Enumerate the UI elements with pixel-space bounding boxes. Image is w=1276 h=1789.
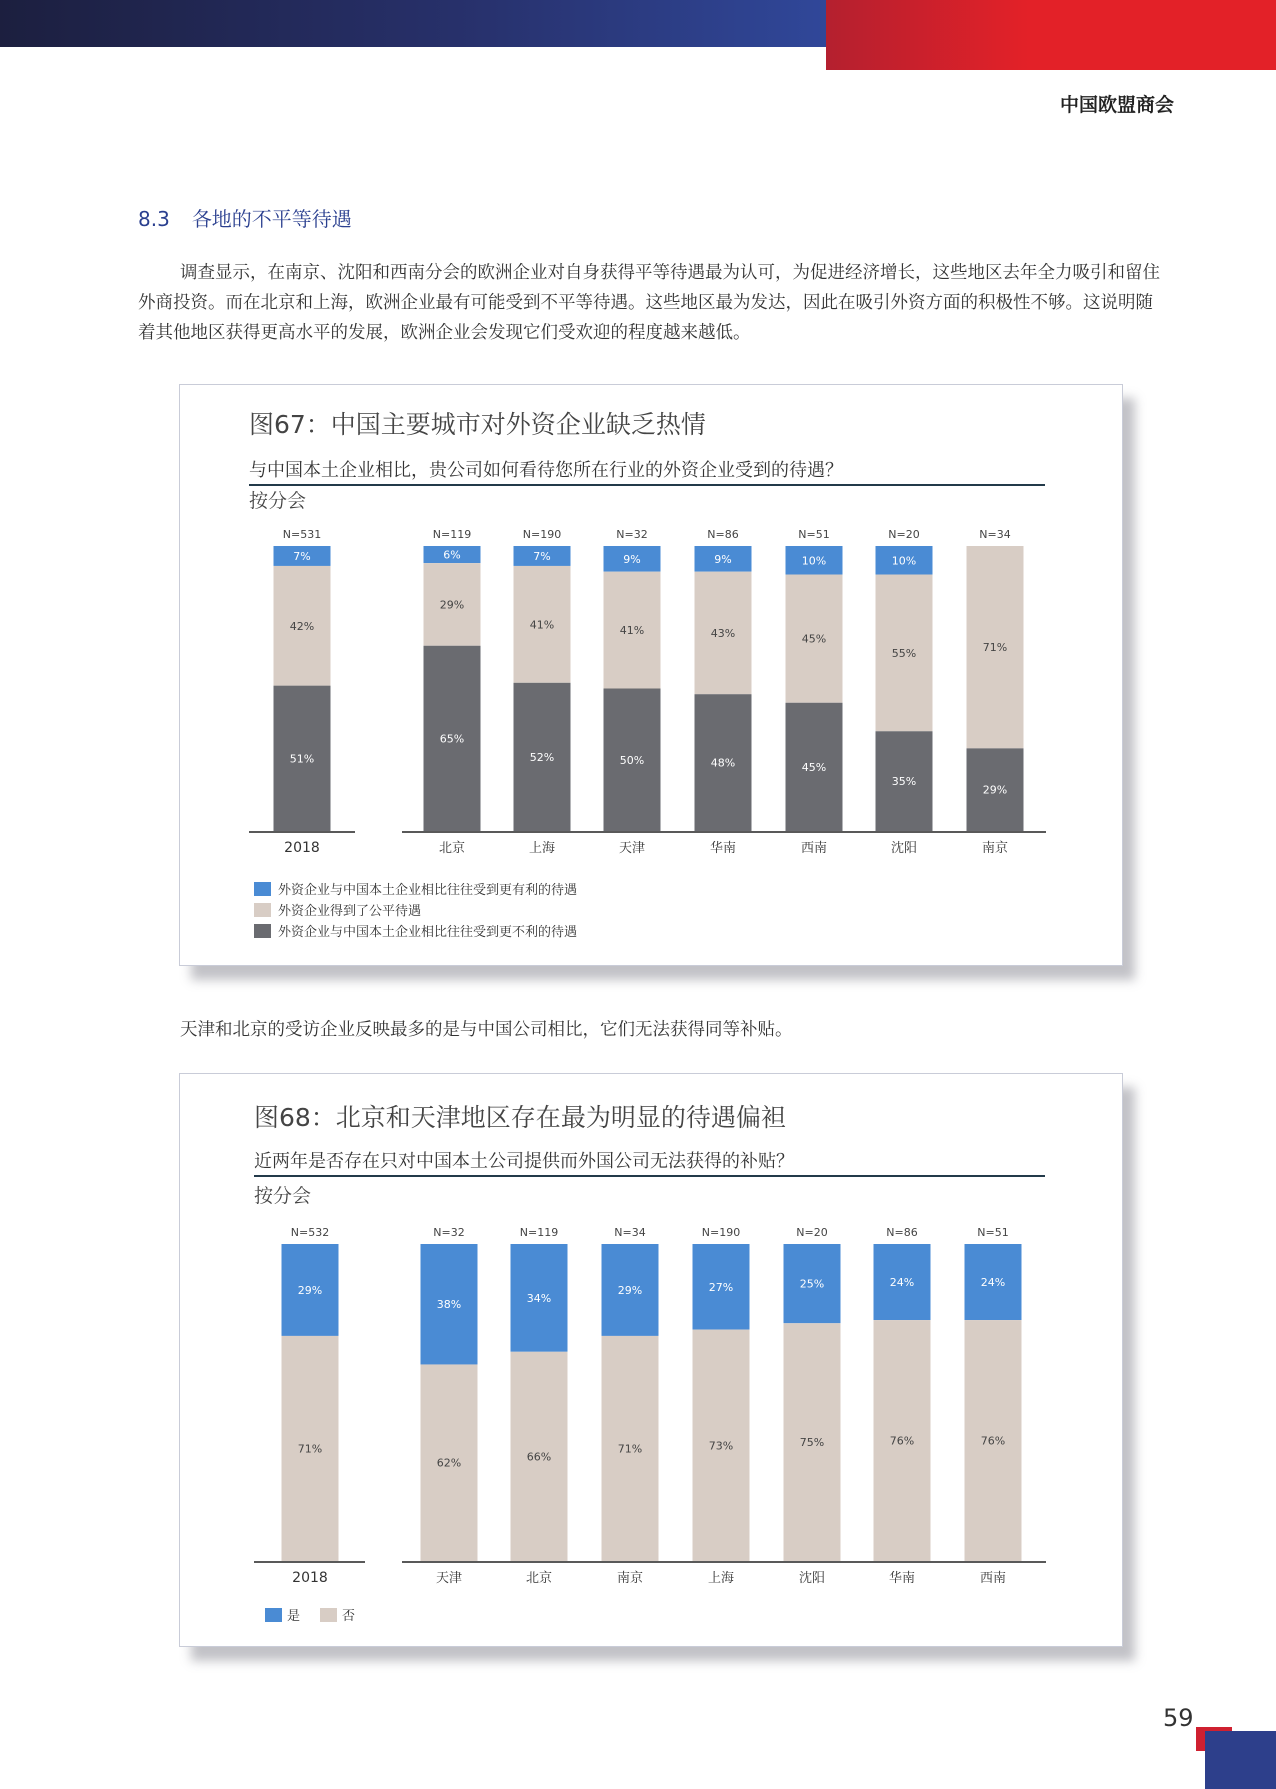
tick-label: 上海 [528, 841, 556, 856]
n-label: N=86 [886, 1226, 918, 1239]
legend-swatch [254, 882, 271, 896]
tick-label: 2018 [292, 1570, 328, 1586]
data-label: 38% [436, 1298, 462, 1312]
data-label: 45% [801, 632, 827, 646]
data-label: 29% [617, 1283, 643, 1297]
n-label: N=32 [616, 528, 648, 541]
tick-label: 上海 [707, 1571, 735, 1586]
data-label: 9% [623, 552, 641, 566]
figure-68-title: 图68：北京和天津地区存在最为明显的待遇偏袒 [254, 1103, 786, 1132]
n-label: N=532 [290, 1226, 330, 1239]
data-label: 73% [708, 1439, 734, 1453]
figure-67-chart [180, 385, 1122, 965]
tick-label: 天津 [435, 1571, 463, 1586]
legend-label: 外资企业得到了公平待遇 [278, 904, 422, 919]
data-label: 34% [526, 1291, 552, 1305]
data-label: 7% [533, 549, 551, 563]
legend-swatch [254, 903, 271, 917]
data-label: 45% [801, 760, 827, 774]
data-label: 48% [710, 756, 736, 770]
tick-label: 北京 [525, 1571, 553, 1586]
footer-accent-navy [1205, 1731, 1276, 1789]
legend-item [254, 900, 421, 919]
tick-label: 西南 [800, 841, 828, 856]
data-label: 65% [439, 732, 465, 746]
data-label: 41% [529, 618, 555, 632]
data-label: 9% [714, 552, 732, 566]
legend-label: 外资企业与中国本土企业相比往往受到更不利的待遇 [278, 925, 578, 940]
n-label: N=119 [432, 528, 472, 541]
tick-label: 沈阳 [798, 1571, 826, 1586]
tick-label: 南京 [981, 841, 1009, 856]
data-label: 51% [289, 752, 315, 766]
legend-item [254, 921, 577, 940]
legend-label: 否 [342, 1609, 356, 1624]
n-label: N=531 [282, 528, 322, 541]
n-label: N=32 [433, 1226, 465, 1239]
data-label: 24% [889, 1276, 915, 1290]
data-label: 29% [982, 783, 1008, 797]
legend [265, 1605, 355, 1624]
n-label: N=34 [979, 528, 1011, 541]
mid-paragraph: 天津和北京的受访企业反映最多的是与中国公司相比，它们无法获得同等补贴。 [180, 1020, 793, 1040]
n-label: N=34 [614, 1226, 646, 1239]
section-title: 各地的不平等待遇 [191, 207, 352, 231]
data-label: 43% [710, 626, 736, 640]
figure-68-card [179, 1073, 1123, 1647]
data-label: 42% [289, 619, 315, 633]
data-label: 71% [982, 641, 1008, 655]
n-label: N=190 [701, 1226, 741, 1239]
data-label: 27% [708, 1280, 734, 1294]
n-label: N=20 [888, 528, 920, 541]
legend-swatch [265, 1608, 282, 1622]
data-label: 75% [799, 1436, 825, 1450]
figure-67-title: 图67：中国主要城市对外资企业缺乏热情 [249, 410, 706, 439]
header-band-red [826, 0, 1276, 70]
legend-swatch [254, 924, 271, 938]
data-label: 24% [980, 1276, 1006, 1290]
header-band-navy [0, 0, 826, 47]
data-label: 76% [980, 1434, 1006, 1448]
data-label: 71% [617, 1442, 643, 1456]
data-label: 76% [889, 1434, 915, 1448]
data-label: 55% [891, 646, 917, 660]
data-label: 29% [439, 598, 465, 612]
section-number: 8.3 [138, 207, 170, 231]
n-label: N=20 [796, 1226, 828, 1239]
data-label: 10% [801, 554, 827, 568]
figure-68-question: 近两年是否存在只对中国本土公司提供而外国公司无法获得的补贴？ [254, 1151, 794, 1172]
data-label: 52% [529, 750, 555, 764]
section-heading [138, 203, 352, 232]
data-label: 66% [526, 1450, 552, 1464]
data-label: 7% [293, 549, 311, 563]
organization-name: 中国欧盟商会 [1059, 94, 1174, 116]
data-label: 29% [297, 1283, 323, 1297]
data-label: 25% [799, 1277, 825, 1291]
n-label: N=51 [798, 528, 830, 541]
n-label: N=190 [522, 528, 562, 541]
data-label: 6% [443, 548, 461, 562]
n-label: N=51 [977, 1226, 1009, 1239]
data-label: 10% [891, 554, 917, 568]
tick-label: 北京 [438, 841, 466, 856]
page-number: 59 [1163, 1704, 1194, 1732]
legend-label: 是 [287, 1609, 301, 1624]
data-label: 71% [297, 1442, 323, 1456]
legend-item [254, 879, 577, 898]
n-label: N=86 [707, 528, 739, 541]
tick-label: 沈阳 [890, 841, 918, 856]
data-label: 41% [619, 624, 645, 638]
figure-67-subtitle: 按分会 [249, 490, 307, 512]
data-label: 50% [619, 753, 645, 767]
tick-label: 华南 [709, 841, 737, 856]
tick-label: 天津 [618, 841, 646, 856]
intro-paragraph: 调查显示，在南京、沈阳和西南分会的欧洲企业对自身获得平等待遇最为认可，为促进经济增长，这些地区去年全力吸引和留住外商投资。而在北京和上海，欧洲企业最有可能受到不平等待遇。这些地区最为发达，因此在吸引外资方面的积极性不够。这说明随着其他地区获得更高水平的发展，欧洲企业会发现它们受欢迎的程度越来越低。 [138, 263, 1160, 343]
legend-swatch [320, 1608, 337, 1622]
tick-label: 2018 [284, 840, 320, 856]
data-label: 62% [436, 1456, 462, 1470]
figure-68-subtitle: 按分会 [254, 1185, 312, 1207]
tick-label: 南京 [616, 1571, 644, 1586]
figure-68-chart [180, 1074, 1122, 1646]
tick-label: 西南 [979, 1571, 1007, 1586]
legend-label: 外资企业与中国本土企业相比往往受到更有利的待遇 [278, 883, 578, 898]
n-label: N=119 [519, 1226, 559, 1239]
figure-67-question: 与中国本土企业相比，贵公司如何看待您所在行业的外资企业受到的待遇？ [249, 460, 843, 481]
tick-label: 华南 [888, 1571, 916, 1586]
figure-67-card [179, 384, 1123, 966]
data-label: 35% [891, 775, 917, 789]
